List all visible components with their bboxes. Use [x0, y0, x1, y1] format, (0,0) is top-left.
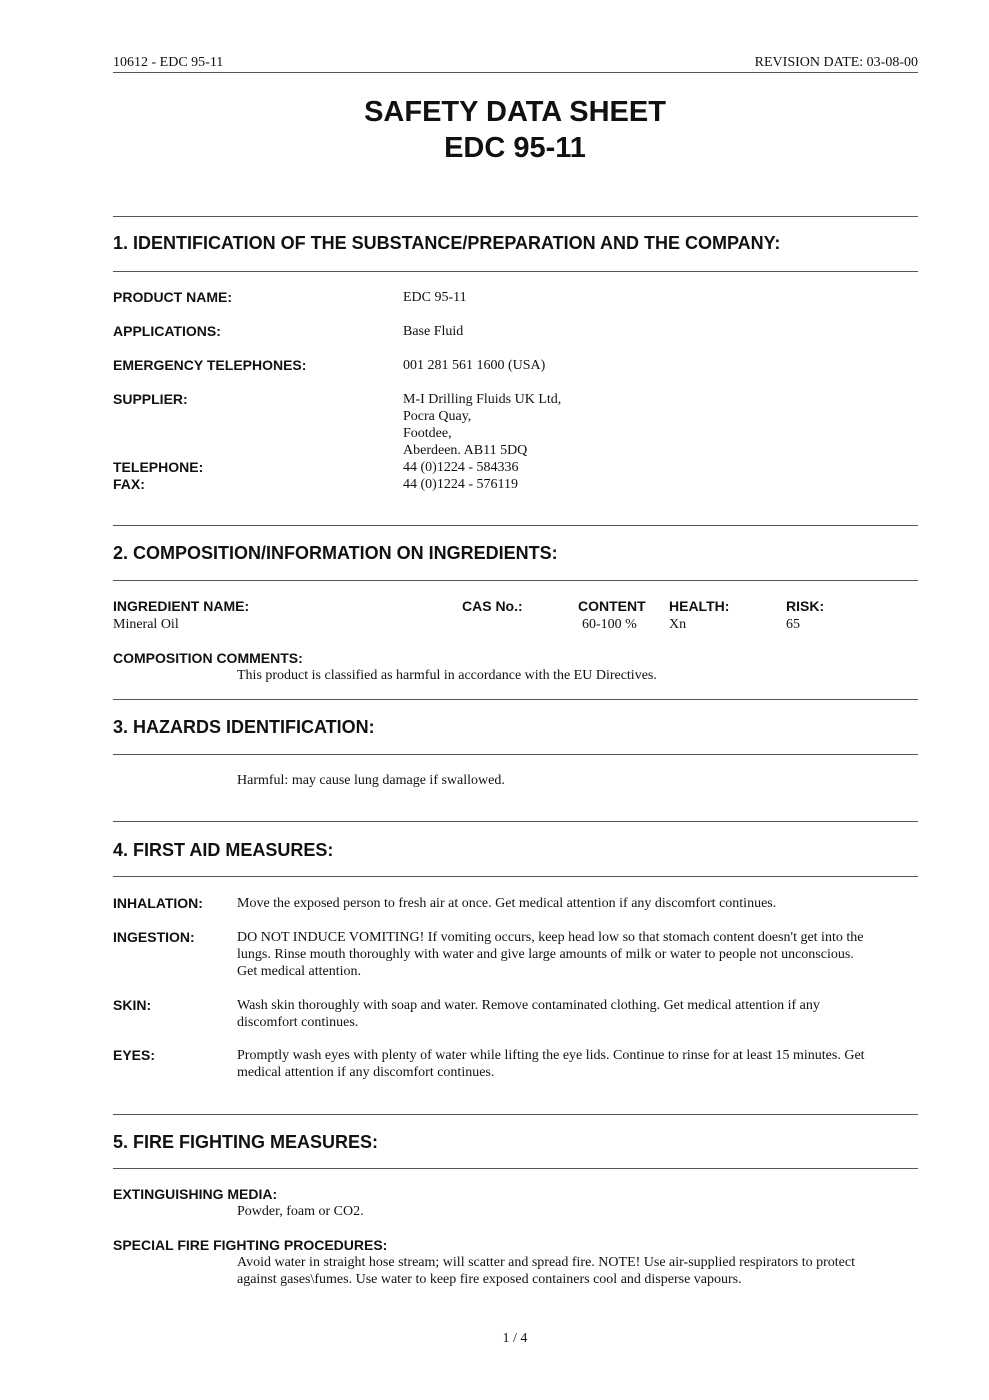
- header-divider: [113, 72, 918, 73]
- special-procedures-text: [237, 1254, 855, 1288]
- product-name-label: PRODUCT NAME:: [113, 289, 232, 305]
- document-reference: 10612 - EDC 95-11: [113, 55, 224, 70]
- supplier-address-line: Pocra Quay,: [403, 409, 472, 424]
- ingestion-text-line: DO NOT INDUCE VOMITING! If vomiting occurs, keep head low so that stomach content doesn't get into the: [237, 930, 864, 945]
- eyes-label: EYES:: [113, 1047, 156, 1063]
- inhalation-label: INHALATION:: [113, 895, 203, 911]
- section-3-heading: 3. HAZARDS IDENTIFICATION:: [113, 717, 375, 737]
- product-name-value: EDC 95-11: [403, 290, 467, 305]
- ingestion-text-line: lungs. Rinse mouth thoroughly with water and give large amounts of milk or water to people not unconscious.: [237, 947, 854, 962]
- section-divider: [113, 216, 918, 217]
- eyes-text: [237, 1047, 865, 1081]
- page-number: 1 / 4: [502, 1331, 528, 1346]
- ingredient-name-column-header: INGREDIENT NAME:: [113, 598, 250, 614]
- fax-label: FAX:: [113, 476, 145, 492]
- emergency-telephones-label: EMERGENCY TELEPHONES:: [113, 357, 307, 373]
- health-cell: Xn: [669, 617, 687, 632]
- supplier-address-line: Aberdeen. AB11 5DQ: [403, 443, 528, 458]
- section-divider: [113, 821, 918, 822]
- section-divider: [113, 699, 918, 700]
- section-5-heading: 5. FIRE FIGHTING MEASURES:: [113, 1132, 379, 1152]
- special-procedures-line: against gases\fumes. Use water to keep fire exposed containers cool and disperse vapours.: [237, 1272, 742, 1287]
- risk-column-header: RISK:: [786, 598, 825, 614]
- hazard-statement: Harmful: may cause lung damage if swallowed.: [237, 773, 505, 788]
- skin-label: SKIN:: [113, 997, 152, 1013]
- revision-date: REVISION DATE: 03-08-00: [754, 55, 918, 70]
- skin-text-line: Wash skin thoroughly with soap and water. Remove contaminated clothing. Get medical attention if any: [237, 998, 820, 1013]
- ingredient-name-cell: Mineral Oil: [113, 617, 179, 632]
- skin-text-line: discomfort continues.: [237, 1015, 359, 1030]
- cas-number-column-header: CAS No.:: [462, 598, 523, 614]
- applications-label: APPLICATIONS:: [113, 323, 221, 339]
- supplier-label: SUPPLIER:: [113, 391, 188, 407]
- skin-text: [237, 997, 820, 1031]
- telephone-value: 44 (0)1224 - 584336: [403, 460, 519, 475]
- section-divider: [113, 754, 918, 755]
- eyes-text-line: medical attention if any discomfort continues.: [237, 1065, 495, 1080]
- fax-value: 44 (0)1224 - 576119: [403, 477, 518, 492]
- section-divider: [113, 1168, 918, 1169]
- supplier-address: [403, 391, 561, 459]
- extinguishing-media-text: Powder, foam or CO2.: [237, 1204, 364, 1219]
- ingestion-text: [237, 929, 863, 980]
- supplier-address-line: Footdee,: [403, 426, 452, 441]
- ingestion-label: INGESTION:: [113, 929, 195, 945]
- content-cell: 60-100 %: [582, 617, 637, 632]
- composition-comments-text: This product is classified as harmful in accordance with the EU Directives.: [237, 668, 657, 683]
- section-4-heading: 4. FIRST AID MEASURES:: [113, 840, 334, 860]
- section-divider: [113, 525, 918, 526]
- telephone-label: TELEPHONE:: [113, 459, 204, 475]
- content-column-header: CONTENT: [578, 598, 646, 614]
- supplier-address-line: M-I Drilling Fluids UK Ltd,: [403, 392, 562, 407]
- section-divider: [113, 580, 918, 581]
- section-2-heading: 2. COMPOSITION/INFORMATION ON INGREDIENTS:: [113, 543, 558, 563]
- extinguishing-media-label: EXTINGUISHING MEDIA:: [113, 1186, 278, 1202]
- section-divider: [113, 876, 918, 877]
- document-title: SAFETY DATA SHEET: [364, 96, 666, 128]
- section-divider: [113, 1114, 918, 1115]
- section-1-heading: 1. IDENTIFICATION OF THE SUBSTANCE/PREPARATION AND THE COMPANY:: [113, 233, 781, 253]
- risk-cell: 65: [786, 617, 800, 632]
- eyes-text-line: Promptly wash eyes with plenty of water while lifting the eye lids. Continue to rinse for at least 15 minutes. Get: [237, 1048, 865, 1063]
- health-column-header: HEALTH:: [669, 598, 730, 614]
- product-title: EDC 95-11: [444, 132, 586, 164]
- ingestion-text-line: Get medical attention.: [237, 964, 362, 979]
- special-procedures-line: Avoid water in straight hose stream; will scatter and spread fire. NOTE! Use air-supplied respirators to protect: [237, 1255, 855, 1270]
- applications-value: Base Fluid: [403, 324, 464, 339]
- emergency-telephones-value: 001 281 561 1600 (USA): [403, 358, 546, 373]
- inhalation-text: Move the exposed person to fresh air at once. Get medical attention if any discomfort continues.: [237, 896, 777, 911]
- special-procedures-label: SPECIAL FIRE FIGHTING PROCEDURES:: [113, 1237, 388, 1253]
- section-divider: [113, 271, 918, 272]
- composition-comments-label: COMPOSITION COMMENTS:: [113, 650, 303, 666]
